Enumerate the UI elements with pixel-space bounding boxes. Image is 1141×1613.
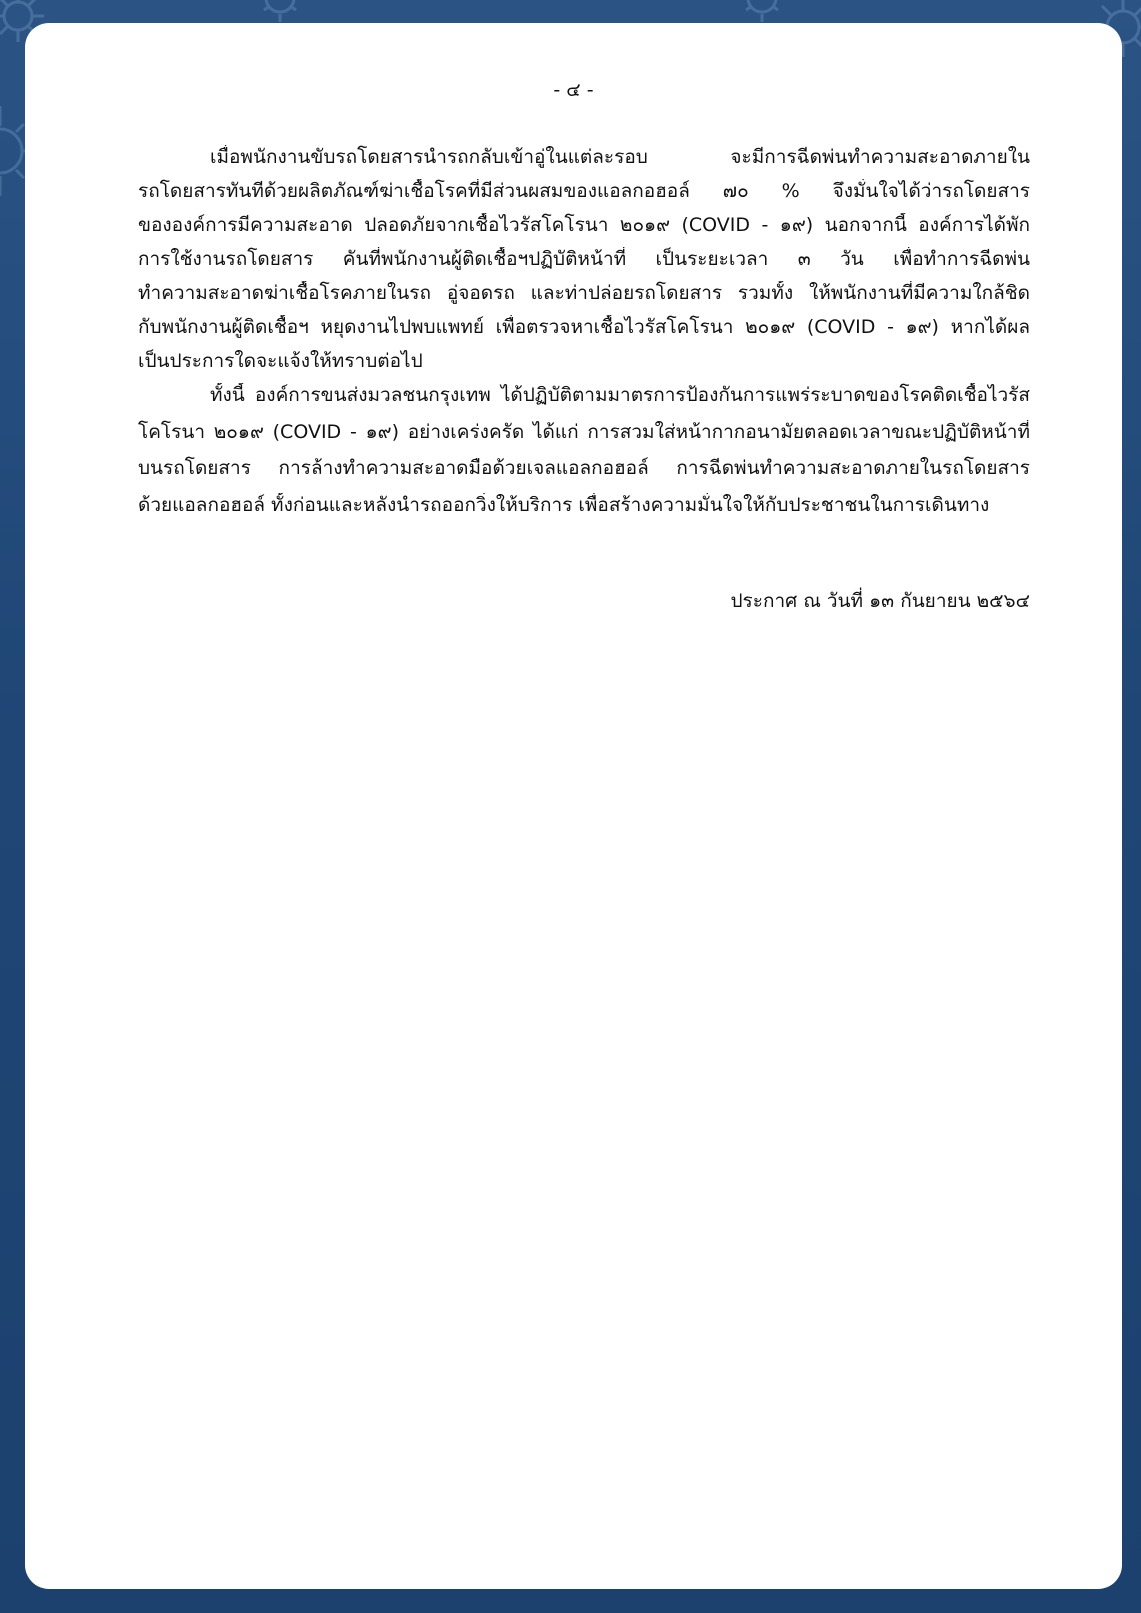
paragraph-1-line-1: เมื่อพนักงานขับรถโดยสารนำรถกลับเข้าอู่ในแต่ละรอบ จะมีการฉีดพ่นทำความสะอาดภายใน bbox=[210, 146, 1030, 168]
page-number: - ๔ - bbox=[553, 79, 594, 101]
paragraph-1-line-2: รถโดยสารทันทีด้วยผลิตภัณฑ์ฆ่าเชื้อโรคที่มีส่วนผสมของแอลกอฮอล์ ๗๐ % จึงมั่นใจได้ว่ารถโดยสาร bbox=[138, 180, 1030, 202]
paragraph-1-line-7: เป็นประการใดจะแจ้งให้ทราบต่อไป bbox=[138, 350, 423, 372]
paragraph-2-line-1: ทั้งนี้ องค์การขนส่งมวลชนกรุงเทพ ได้ปฏิบัติตามมาตรการป้องกันการแพร่ระบาดของโรคติดเชื้อไวรัส bbox=[210, 384, 1030, 406]
paragraph-2-line-4: ด้วยแอลกอฮอล์ ทั้งก่อนและหลังนำรถออกวิ่งให้บริการ เพื่อสร้างความมั่นใจให้กับประชาชนในการเดินทาง bbox=[138, 494, 990, 516]
virus-decoration-icon bbox=[240, 0, 320, 24]
paragraph-1-line-5: ทำความสะอาดฆ่าเชื้อโรคภายในรถ อู่จอดรถ และท่าปล่อยรถโดยสาร รวมทั้ง ให้พนักงานที่มีความใกล้ชิด bbox=[138, 282, 1030, 304]
paragraph-1-line-6: กับพนักงานผู้ติดเชื้อฯ หยุดงานไปพบแพทย์ เพื่อตรวจหาเชื้อไวรัสโคโรนา ๒๐๑๙ (COVID - ๑๙) หากได้ผล bbox=[138, 316, 1030, 338]
paragraph-2-line-2: โคโรนา ๒๐๑๙ (COVID - ๑๙) อย่างเคร่งครัด ได้แก่ การสวมใส่หน้ากากอนามัยตลอดเวลาขณะปฏิบัติหน้าที่ bbox=[138, 421, 1030, 443]
document-page bbox=[25, 23, 1122, 1589]
paragraph-2-line-3: บนรถโดยสาร การล้างทำความสะอาดมือด้วยเจลแอลกอฮอล์ การฉีดพ่นทำความสะอาดภายในรถโดยสาร bbox=[138, 457, 1030, 479]
paragraph-1-line-4: การใช้งานรถโดยสาร คันที่พนักงานผู้ติดเชื้อฯปฏิบัติหน้าที่ เป็นระยะเวลา ๓ วัน เพื่อทำการฉีดพ่น bbox=[138, 248, 1030, 270]
announcement-date: ประกาศ ณ วันที่ ๑๓ กันยายน ๒๕๖๔ bbox=[730, 590, 1030, 612]
paragraph-1-line-3: ขององค์การมีความสะอาด ปลอดภัยจากเชื้อไวรัสโคโรนา ๒๐๑๙ (COVID - ๑๙) นอกจากนี้ องค์การได้พัก bbox=[138, 214, 1030, 236]
virus-decoration-icon bbox=[722, 0, 802, 24]
